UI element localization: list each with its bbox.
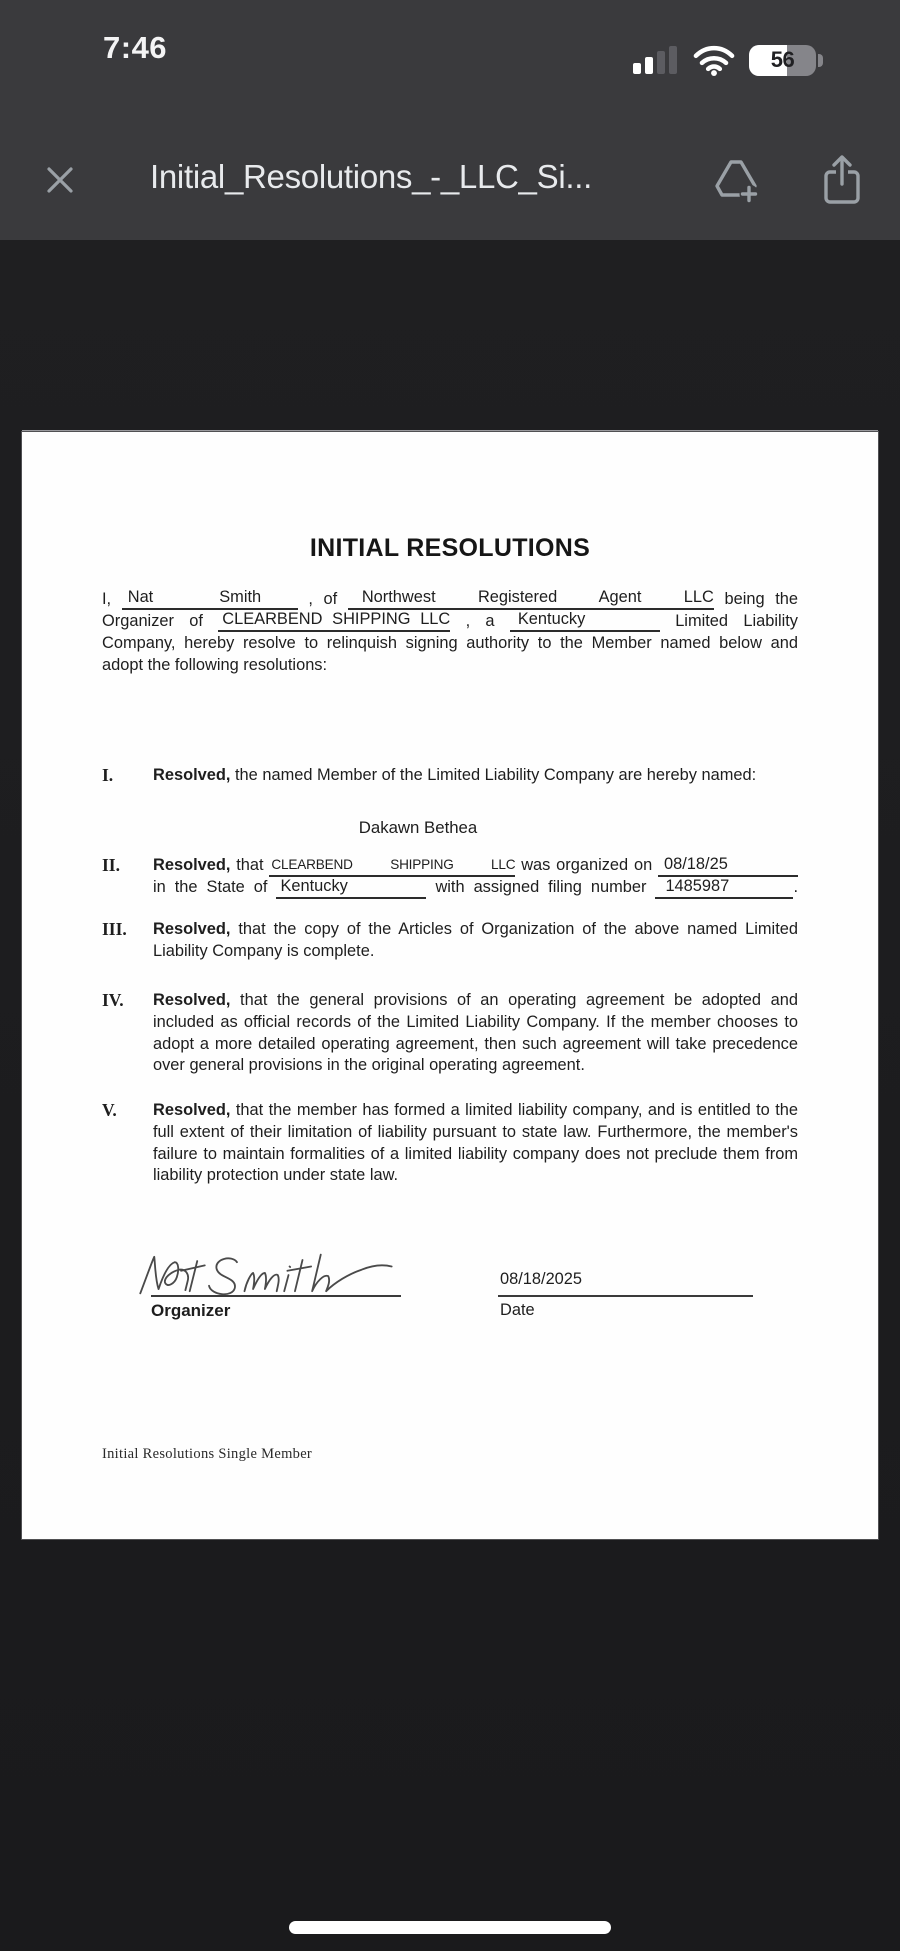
close-icon	[44, 164, 76, 196]
close-button[interactable]	[38, 158, 82, 202]
section-2-numeral: II.	[102, 855, 120, 875]
intro-comma-of: , of	[308, 590, 338, 608]
page-footer: Initial Resolutions Single Member	[102, 1446, 313, 1462]
section-2-text	[153, 855, 798, 899]
section-3-body: that the copy of the Articles of Organization of the above named Limited Liability Company is complete.	[153, 920, 798, 960]
section-4-numeral: IV.	[102, 990, 124, 1010]
section-3-text	[153, 919, 798, 963]
battery-nub	[818, 54, 823, 67]
intro-line-2	[102, 610, 798, 632]
intro-limited: Limited	[675, 612, 729, 630]
section-1	[102, 765, 798, 787]
section-5-body: that the member has formed a limited liability company, and is entitled to the full extent of their limitation of liability pursuant to state law. Furthermore, the member's failure to maintain formalities of a limited liability company does not preclude them from liability protection under state law.	[153, 1101, 798, 1185]
section-1-body: the named Member of the Limited Liability Company are hereby named:	[235, 766, 757, 784]
section-5-numeral: V.	[102, 1100, 117, 1120]
section-2-filing-pre: with assigned filing number	[435, 878, 647, 897]
section-4-text	[153, 990, 798, 1077]
section-4-body: that the general provisions of an operating agreement be adopted and included as official records of the Limited Liability Company. If the member chooses to adopt a more detailed operating agreement, then such agreement will take precedence over general provisions in the original operating agreement.	[153, 991, 798, 1075]
organizer-first-name: Nat	[127, 588, 154, 606]
section-1-numeral: I.	[102, 765, 114, 785]
organizer-name-field	[122, 588, 298, 610]
resolved-bold: Resolved,	[153, 991, 231, 1009]
wifi-icon	[693, 45, 735, 76]
intro-organizer-word: Organizer	[102, 612, 174, 630]
section-2-was-organized: was organized on	[521, 856, 653, 875]
state-field-2: Kentucky	[276, 877, 426, 899]
status-time: 7:46	[103, 30, 168, 65]
section-3-numeral: III.	[102, 919, 127, 939]
resolved-bold: Resolved,	[153, 920, 231, 938]
intro-of-word: of	[189, 612, 203, 630]
share-icon	[817, 153, 867, 207]
company-name-field-2: CLEARBEND SHIPPING LLC	[269, 855, 515, 877]
intro-paragraph	[102, 588, 798, 676]
section-2-line-2	[153, 877, 798, 899]
cellular-signal-icon	[633, 46, 679, 74]
resolved-bold: Resolved,	[153, 766, 231, 784]
share-button[interactable]	[816, 154, 868, 206]
document-title-toolbar: Initial_Resolutions_-_LLC_Si...	[150, 158, 592, 195]
pdf-page[interactable]	[22, 432, 878, 1539]
member-name: Dakawn Bethea	[358, 818, 478, 837]
resolved-bold: Resolved,	[153, 1101, 231, 1119]
section-5-text	[153, 1100, 798, 1187]
battery-icon	[749, 45, 823, 76]
section-5	[102, 1100, 798, 1187]
section-4	[102, 990, 798, 1077]
intro-line-4: adopt the following resolutions:	[102, 656, 328, 674]
organizer-label: Organizer	[151, 1301, 231, 1320]
battery-percent: 56	[770, 47, 795, 72]
status-icons	[633, 40, 863, 80]
signature-date: 08/18/2025	[500, 1270, 583, 1288]
section-2-line-1	[153, 855, 798, 877]
section-1-text	[153, 765, 798, 787]
home-indicator[interactable]	[289, 1921, 611, 1934]
resolved-bold: Resolved,	[153, 856, 231, 875]
app-header	[0, 0, 900, 240]
intro-liability: Liability	[743, 612, 799, 630]
date-line	[498, 1295, 753, 1297]
section-2	[102, 855, 798, 899]
section-2-that: that	[236, 856, 264, 875]
organizer-last-name: Smith	[219, 588, 262, 606]
registered-agent-field: Northwest Registered Agent LLC	[348, 588, 714, 610]
intro-i: I,	[102, 590, 112, 608]
section-2-state-pre: in the State of	[153, 878, 268, 897]
intro-being-the: being the	[724, 590, 798, 608]
company-name-field: CLEARBEND SHIPPING LLC	[218, 610, 450, 632]
filing-number-field: 1485987	[655, 877, 793, 899]
date-label: Date	[500, 1301, 535, 1319]
organized-date-field: 08/18/25	[658, 855, 798, 877]
state-field: Kentucky	[510, 610, 660, 632]
intro-line-3: Company, hereby resolve to relinquish signing authority to the Member named below and	[102, 634, 798, 652]
section-2-period: .	[793, 878, 798, 897]
add-to-drive-button[interactable]	[710, 154, 762, 206]
page-title: INITIAL RESOLUTIONS	[309, 534, 591, 562]
section-3	[102, 919, 798, 963]
add-to-drive-icon	[710, 154, 762, 206]
organizer-signature	[136, 1250, 426, 1298]
signature-line	[151, 1295, 401, 1297]
intro-line-1	[102, 588, 798, 610]
intro-comma-a: , a	[465, 612, 495, 630]
